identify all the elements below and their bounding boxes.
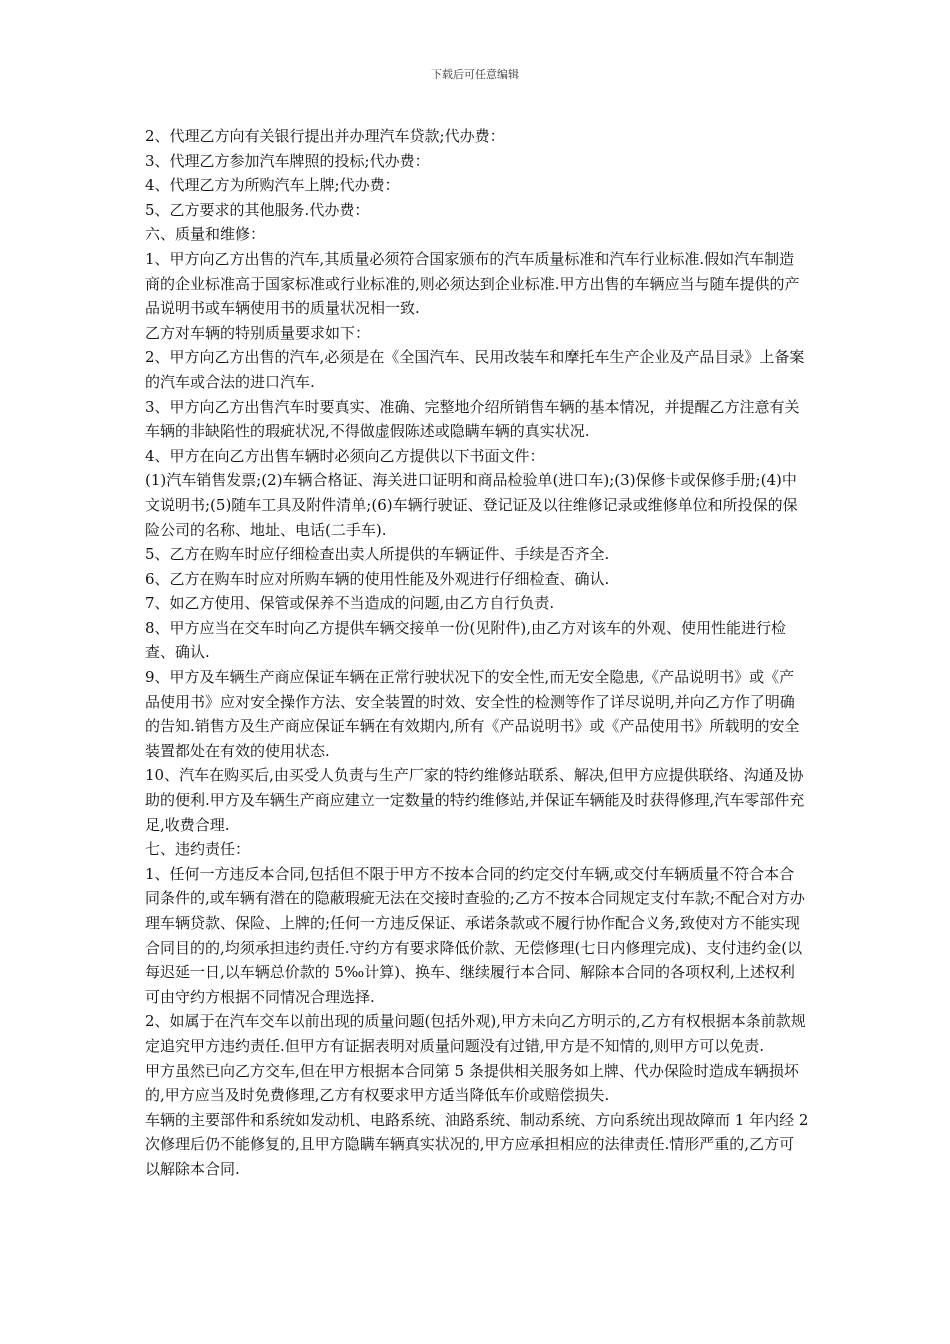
paragraph-quality-7: 7、如乙方使用、保管或保养不当造成的问题,由乙方自行负责. [145,594,555,613]
paragraph-quality-1: 1、甲方向乙方出售的汽车,其质量必须符合国家颁布的汽车质量标准和汽车行业标准.假如汽车制造商的企业标准高于国家标准或行业标准的,则必须达到企业标准.甲方出售的车辆应当与随车提供的产品说明书或车辆使用书的质量状况相一致. [145,249,800,318]
paragraph-quality-5: 5、乙方在购车时应仔细检查出卖人所提供的车辆证件、手续是否齐全. [145,545,610,564]
paragraph-special-requirements: 乙方对车辆的特别质量要求如下： [145,323,371,342]
paragraph-quality-8: 8、甲方应当在交车时向乙方提供车辆交接单一份(见附件),由乙方对该车的外观、使用性能进行检查、确认. [145,618,787,662]
page-header: 下载后可任意编辑 [431,68,519,81]
paragraph-liability-major-parts: 车辆的主要部件和系统如发动机、电路系统、油路系统、制动系统、方向系统出现故障而 1 年内经 2 次修理后仍不能修复的,且甲方隐瞒车辆真实状况的,甲方应承担相应的法律责任.情形严重的,乙方可以解除本合同. [145,1110,809,1178]
paragraph-liability-1: 1、任何一方违反本合同,包括但不限于甲方不按本合同的约定交付车辆,或交付车辆质量不符合本合同条件的,或车辆有潜在的隐蔽瑕疵无法在交接时查验的;乙方不按本合同规定支付车款;不配合对方办理车辆贷款、保险、上牌的;任何一方违反保证、承诺条款或不履行协作配合义务,致使对方不能实现合同目的的,均须承担违约责任.守约方有要求降低价款、无偿修理(七日内修理完成)、支付违约金(以每迟延一日,以车辆总价款的 5‰计算)、换车、继续履行本合同、解除本合同的各项权利,上述权利可由守约方根据不同情况合理选择. [145,864,805,1006]
section-heading-quality: 六、质量和维修： [145,225,266,244]
paragraph-service-registration: 4、代理乙方为所购汽车上牌;代办费： [145,176,400,195]
section-heading-liability: 七、违约责任： [145,840,251,859]
paragraph-quality-10: 10、汽车在购买后,由买受人负责与生产厂家的特约维修站联系、解决,但甲方应提供联络、沟通及协助的便利.甲方及车辆生产商应建立一定数量的特约维修站,并保证车辆能及时获得修理,汽车零部件充足,收费合理. [145,766,805,834]
paragraph-liability-delivered: 甲方虽然已向乙方交车,但在甲方根据本合同第 5 条提供相关服务如上牌、代办保险时造成车辆损坏的,甲方应当及时免费修理,乙方有权要求甲方适当降低车价或赔偿损失. [145,1061,799,1105]
document-body [145,124,809,1182]
paragraph-quality-2: 2、甲方向乙方出售的汽车,必须是在《全国汽车、民用改装车和摩托车生产企业及产品目录》上备案的汽车或合法的进口汽车. [145,348,805,391]
paragraph-service-other: 5、乙方要求的其他服务.代办费： [145,200,370,219]
paragraph-liability-2: 2、如属于在汽车交车以前出现的质量问题(包括外观),甲方未向乙方明示的,乙方有权根据本条前款规定追究甲方违约责任.但甲方有证据表明对质量问题没有过错,甲方是不知情的,则甲方可以免责. [145,1012,806,1055]
paragraph-document-list: (1)汽车销售发票;(2)车辆合格证、海关进口证明和商品检验单(进口车);(3)保修卡或保修手册;(4)中文说明书;(5)随车工具及附件清单;(6)车辆行驶证、登记证及以往维修记录或维修单位和所投保的保险公司的名称、地址、电话(二手车). [145,471,798,539]
paragraph-quality-6: 6、乙方在购车时应对所购车辆的使用性能及外观进行仔细检查、确认. [145,569,610,588]
paragraph-quality-9: 9、甲方及车辆生产商应保证车辆在正常行驶状况下的安全性,而无安全隐患,《产品说明书》或《产品使用书》应对安全操作方法、安全装置的时效、安全性的检测等作了详尽说明,并向乙方作了明确的告知.销售方及生产商应保证车辆在有效期内,所有《产品说明书》或《产品使用书》所载明的安全装置都处在有效的使用状态. [145,668,800,760]
paragraph-service-loan: 2、代理乙方向有关银行提出并办理汽车贷款;代办费： [145,127,505,145]
paragraph-quality-4: 4、甲方在向乙方出售车辆时必须向乙方提供以下书面文件： [145,446,545,465]
paragraph-service-plate-bid: 3、代理乙方参加汽车牌照的投标;代办费： [145,151,430,170]
paragraph-quality-3: 3、甲方向乙方出售汽车时要真实、准确、完整地介绍所销售车辆的基本情况，并提醒乙方注意有关车辆的非缺陷性的瑕疵状况,不得做虚假陈述或隐瞒车辆的真实状况. [145,397,800,441]
